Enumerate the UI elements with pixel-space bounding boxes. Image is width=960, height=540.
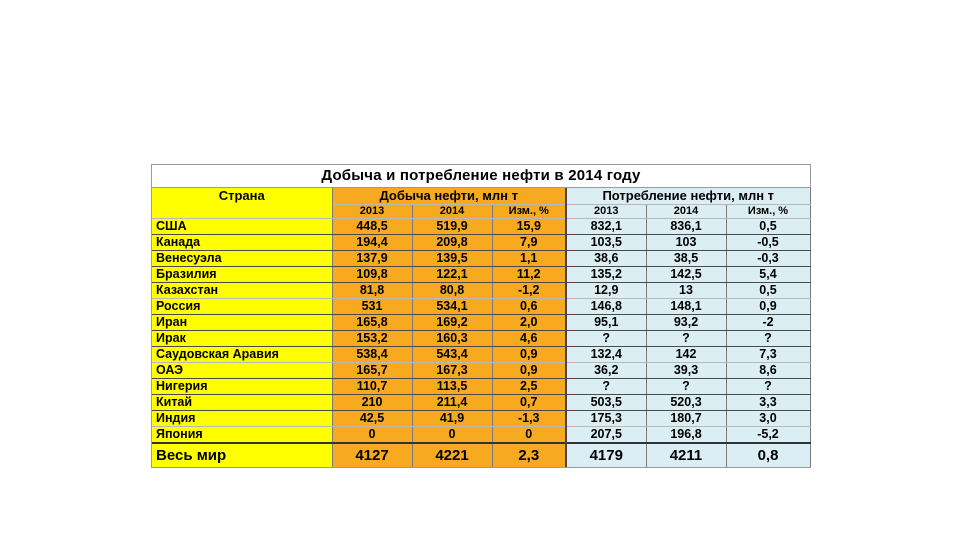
- cell-prod-2013: 153,2: [332, 331, 412, 347]
- cell-prod-2013: 538,4: [332, 347, 412, 363]
- cell-prod-change: 15,9: [492, 219, 566, 235]
- cell-cons-2014: 148,1: [646, 299, 726, 315]
- cell-prod-change: 2,0: [492, 315, 566, 331]
- total-prod-2014: 4221: [412, 443, 492, 467]
- cell-prod-2014: 0: [412, 427, 492, 444]
- header-cons-2014: 2014: [646, 205, 726, 219]
- cell-prod-2013: 110,7: [332, 379, 412, 395]
- cell-cons-change: 0,5: [726, 283, 810, 299]
- cell-prod-2014: 80,8: [412, 283, 492, 299]
- table-row: [152, 299, 810, 315]
- cell-country: Канада: [152, 235, 332, 251]
- cell-cons-change: 5,4: [726, 267, 810, 283]
- table-row: [152, 267, 810, 283]
- header-prod-2014: 2014: [412, 205, 492, 219]
- cell-cons-2014: 836,1: [646, 219, 726, 235]
- cell-cons-change: ?: [726, 331, 810, 347]
- cell-cons-2014: ?: [646, 331, 726, 347]
- cell-country: Венесуэла: [152, 251, 332, 267]
- oil-table: [151, 164, 811, 468]
- total-prod-2013: 4127: [332, 443, 412, 467]
- cell-prod-2013: 165,8: [332, 315, 412, 331]
- cell-country: Китай: [152, 395, 332, 411]
- total-cons-change: 0,8: [726, 443, 810, 467]
- cell-prod-change: 0,7: [492, 395, 566, 411]
- cell-cons-change: 0,9: [726, 299, 810, 315]
- cell-prod-change: 1,1: [492, 251, 566, 267]
- cell-prod-2014: 211,4: [412, 395, 492, 411]
- cell-cons-change: 7,3: [726, 347, 810, 363]
- cell-prod-2013: 0: [332, 427, 412, 444]
- cell-cons-2014: 180,7: [646, 411, 726, 427]
- cell-country: ОАЭ: [152, 363, 332, 379]
- cell-cons-change: -0,3: [726, 251, 810, 267]
- cell-prod-2013: 194,4: [332, 235, 412, 251]
- cell-cons-change: -0,5: [726, 235, 810, 251]
- table-row: [152, 379, 810, 395]
- header-country: Страна: [152, 188, 332, 219]
- header-prod-change: Изм., %: [492, 205, 566, 219]
- cell-country: Иран: [152, 315, 332, 331]
- cell-cons-change: 3,0: [726, 411, 810, 427]
- table-row: [152, 235, 810, 251]
- cell-cons-2014: 93,2: [646, 315, 726, 331]
- cell-cons-2014: 142: [646, 347, 726, 363]
- cell-cons-2013: 95,1: [566, 315, 646, 331]
- header-cons-2013: 2013: [566, 205, 646, 219]
- cell-prod-2013: 531: [332, 299, 412, 315]
- cell-prod-change: 0: [492, 427, 566, 444]
- cell-prod-2014: 169,2: [412, 315, 492, 331]
- cell-prod-2014: 122,1: [412, 267, 492, 283]
- cell-prod-change: 11,2: [492, 267, 566, 283]
- table-row: [152, 251, 810, 267]
- cell-cons-2013: 135,2: [566, 267, 646, 283]
- cell-prod-2014: 209,8: [412, 235, 492, 251]
- table-row: [152, 347, 810, 363]
- cell-cons-change: 3,3: [726, 395, 810, 411]
- cell-cons-2014: 103: [646, 235, 726, 251]
- cell-prod-2014: 534,1: [412, 299, 492, 315]
- cell-cons-2013: 503,5: [566, 395, 646, 411]
- cell-country: Индия: [152, 411, 332, 427]
- cell-cons-2014: 196,8: [646, 427, 726, 444]
- cell-country: Россия: [152, 299, 332, 315]
- cell-country: Казахстан: [152, 283, 332, 299]
- cell-country: Саудовская Аравия: [152, 347, 332, 363]
- cell-cons-2013: 36,2: [566, 363, 646, 379]
- total-prod-change: 2,3: [492, 443, 566, 467]
- cell-prod-change: 2,5: [492, 379, 566, 395]
- cell-prod-2013: 109,8: [332, 267, 412, 283]
- cell-country: Нигерия: [152, 379, 332, 395]
- cell-cons-2013: 132,4: [566, 347, 646, 363]
- table-row: [152, 363, 810, 379]
- cell-prod-change: -1,2: [492, 283, 566, 299]
- table-row: [152, 411, 810, 427]
- total-cons-2013: 4179: [566, 443, 646, 467]
- table-row: [152, 395, 810, 411]
- table-title: Добыча и потребление нефти в 2014 году: [152, 165, 810, 188]
- cell-prod-2013: 165,7: [332, 363, 412, 379]
- cell-cons-2013: 103,5: [566, 235, 646, 251]
- header-cons-change: Изм., %: [726, 205, 810, 219]
- cell-cons-2014: 38,5: [646, 251, 726, 267]
- cell-prod-2014: 543,4: [412, 347, 492, 363]
- header-row-main: [152, 188, 810, 205]
- total-cons-2014: 4211: [646, 443, 726, 467]
- cell-cons-2013: 146,8: [566, 299, 646, 315]
- header-production: Добыча нефти, млн т: [332, 188, 566, 205]
- cell-cons-2013: ?: [566, 331, 646, 347]
- cell-country: США: [152, 219, 332, 235]
- cell-cons-2013: 12,9: [566, 283, 646, 299]
- cell-country: Бразилия: [152, 267, 332, 283]
- cell-prod-change: 7,9: [492, 235, 566, 251]
- table-row: [152, 219, 810, 235]
- table-row: [152, 331, 810, 347]
- table-row: [152, 283, 810, 299]
- cell-prod-2013: 81,8: [332, 283, 412, 299]
- total-row: [152, 443, 810, 467]
- cell-cons-change: 0,5: [726, 219, 810, 235]
- table-row: [152, 427, 810, 444]
- cell-prod-change: 0,9: [492, 347, 566, 363]
- cell-cons-2013: ?: [566, 379, 646, 395]
- cell-prod-2013: 210: [332, 395, 412, 411]
- cell-prod-2014: 113,5: [412, 379, 492, 395]
- cell-prod-change: 0,9: [492, 363, 566, 379]
- cell-prod-2014: 139,5: [412, 251, 492, 267]
- cell-prod-change: -1,3: [492, 411, 566, 427]
- header-prod-2013: 2013: [332, 205, 412, 219]
- cell-prod-2014: 519,9: [412, 219, 492, 235]
- cell-prod-2014: 160,3: [412, 331, 492, 347]
- cell-cons-2014: 13: [646, 283, 726, 299]
- cell-prod-change: 0,6: [492, 299, 566, 315]
- cell-cons-2014: 142,5: [646, 267, 726, 283]
- cell-prod-2013: 42,5: [332, 411, 412, 427]
- cell-country: Ирак: [152, 331, 332, 347]
- data-table: [152, 188, 811, 467]
- total-country: Весь мир: [152, 443, 332, 467]
- cell-cons-2013: 175,3: [566, 411, 646, 427]
- cell-prod-2014: 167,3: [412, 363, 492, 379]
- cell-cons-2013: 832,1: [566, 219, 646, 235]
- cell-country: Япония: [152, 427, 332, 444]
- cell-prod-2014: 41,9: [412, 411, 492, 427]
- cell-cons-2013: 38,6: [566, 251, 646, 267]
- cell-cons-change: -5,2: [726, 427, 810, 444]
- cell-cons-change: -2: [726, 315, 810, 331]
- cell-prod-2013: 137,9: [332, 251, 412, 267]
- cell-cons-2014: 520,3: [646, 395, 726, 411]
- cell-cons-2014: ?: [646, 379, 726, 395]
- table-row: [152, 315, 810, 331]
- cell-cons-2014: 39,3: [646, 363, 726, 379]
- header-consumption: Потребление нефти, млн т: [566, 188, 810, 205]
- cell-cons-change: 8,6: [726, 363, 810, 379]
- cell-cons-2013: 207,5: [566, 427, 646, 444]
- cell-prod-change: 4,6: [492, 331, 566, 347]
- cell-prod-2013: 448,5: [332, 219, 412, 235]
- cell-cons-change: ?: [726, 379, 810, 395]
